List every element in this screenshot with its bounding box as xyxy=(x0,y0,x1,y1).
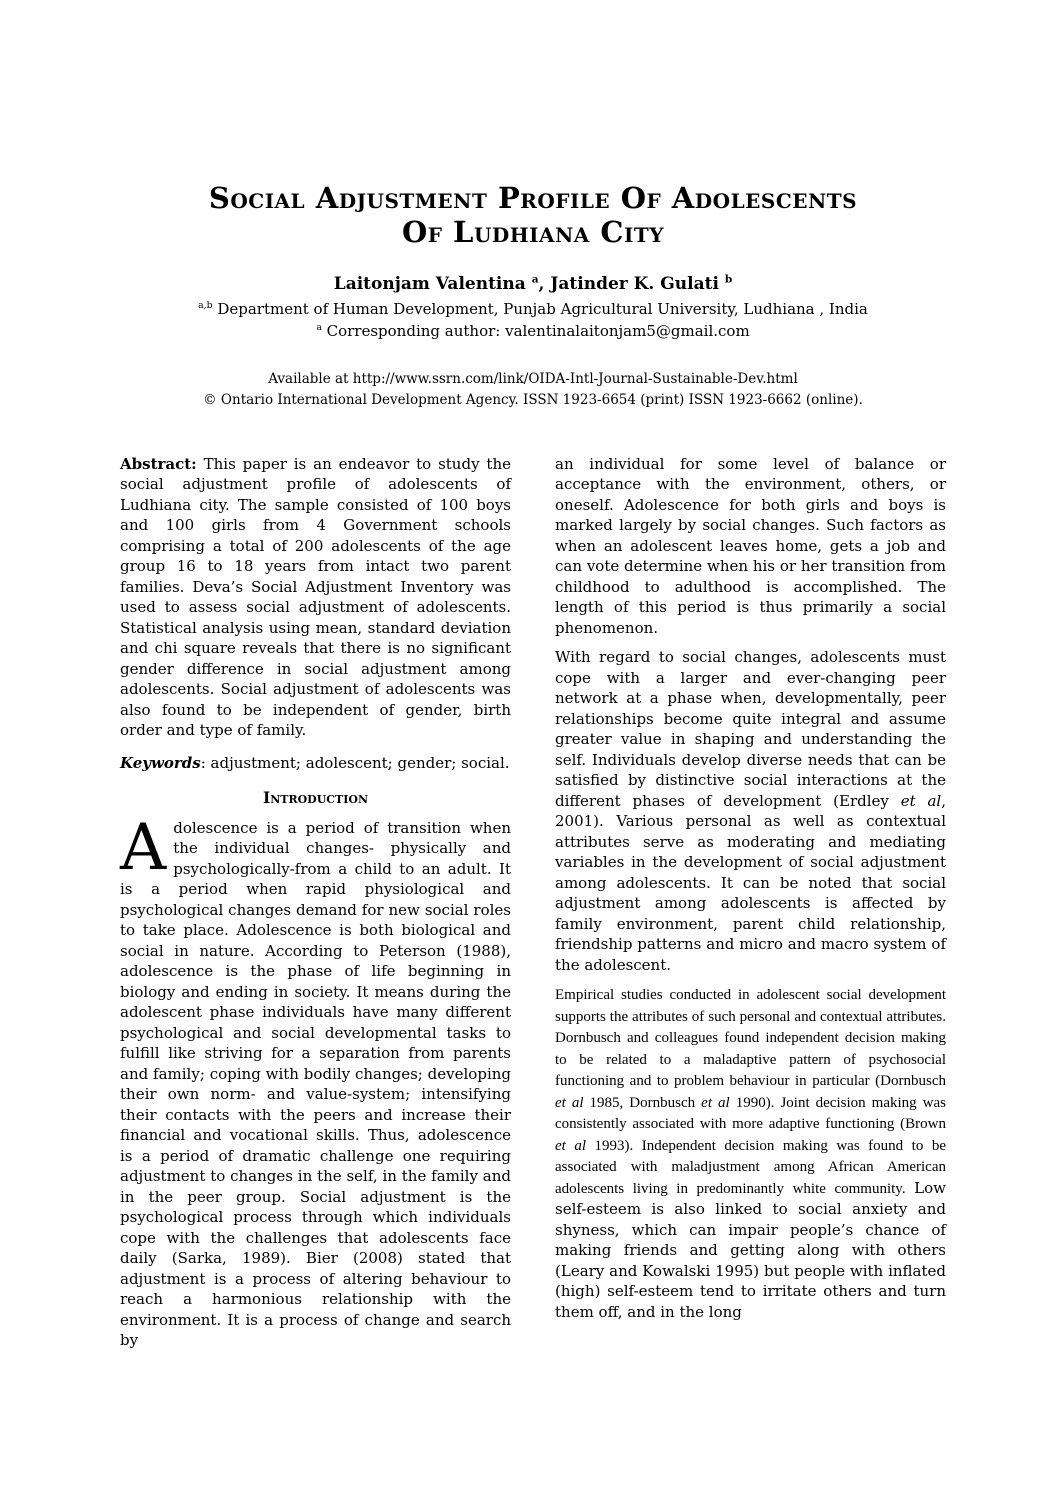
abstract-label: Abstract: xyxy=(120,454,197,473)
right-column xyxy=(555,454,946,1360)
paper-header xyxy=(120,182,946,411)
text-run: Department of Human Development, Punjab Agricultural University, Ludhiana , India xyxy=(212,299,868,318)
drop-cap: A xyxy=(120,810,167,885)
keywords-line xyxy=(120,753,511,774)
introduction-text: dolescence is a period of transition when the individual changes- physically and psychologically-from a child to an adult. It is a period when rapid physiological and psychological changes demand for new social roles to take place. Adolescence is both biological and social in nature. According to Peterson (1988), adolescence is the phase of life beginning in biology and ending in society. It means during the adolescent phase individuals have many different psychological and social developmental tasks to fulfill like striving for a separation from parents and family; coping with bodily changes; developing their own norm- and value-system; intensifying their contacts with the peers and increase their financial and vocational skills. Thus, adolescence is a period of dramatic challenge one requiring adjustment to changes in the self, in the family and in the peer group. Social adjustment is the psychological process through which individuals cope with the challenges that adolescents face daily (Sarka, 1989). Bier (2008) stated that adjustment is a process of altering behaviour to reach a harmonious relationship with the environment. It is a process of change and search by xyxy=(120,818,511,1350)
text-run: Laitonjam Valentina xyxy=(333,274,532,295)
keywords-text: : adjustment; adolescent; gender; social. xyxy=(200,753,510,772)
introduction-paragraph xyxy=(120,810,511,1351)
affiliation-line xyxy=(120,299,946,320)
text-run: , Jatinder K. Gulati xyxy=(538,274,725,295)
text-run: Empirical studies conducted in adolescent social development supports the attributes of such personal and contextual attributes. Dornbusch and colleagues found independent decision making to be related to a maladaptive pattern of psychosocial functioning and to problem behaviour in particular (Dornbusch xyxy=(555,987,946,1090)
left-column xyxy=(120,454,511,1360)
copyright-line: © Ontario International Development Agency. ISSN 1923-6654 (print) ISSN 1923-6662 (online). xyxy=(203,392,863,409)
superscript: a xyxy=(531,273,539,286)
paper-title-line-2: Of Ludhiana City xyxy=(402,214,664,249)
right-paragraph-3 xyxy=(555,984,946,1322)
text-run: , 2001). Various personal as well as contextual attributes serve as moderating and mediating variables in the development of social adjustment among adolescents. It can be noted that social adjustment among adolescents is affected by family environment, parent child relationship, friendship patterns and micro and macro system of the adolescent. xyxy=(555,791,947,974)
paper-title xyxy=(120,182,946,249)
text-run: 1985, Dornbusch xyxy=(583,1094,702,1111)
text-run: et al xyxy=(701,1094,730,1111)
content-columns xyxy=(120,454,946,1360)
corresponding-author-line xyxy=(120,321,946,342)
superscript: a,b xyxy=(198,299,213,311)
text-run: et al xyxy=(555,1137,586,1154)
text-run: et al xyxy=(900,791,942,810)
text-run: Corresponding author: valentinalaitonjam5@gmail.com xyxy=(321,322,750,341)
superscript: b xyxy=(724,273,733,286)
text-run: With regard to social changes, adolescents must cope with a larger and ever-changing peer network at a phase when, developmentally, peer relationships become quite integral and assume greater value in shaping and understanding the self. Individuals develop diverse needs that can be satisfied by distinctive social interactions at the different phases of development (Erdley xyxy=(555,648,946,810)
text-run: et al xyxy=(555,1094,584,1111)
authors-line xyxy=(120,274,946,295)
keywords-label: Keywords xyxy=(120,753,201,772)
availability-line: Available at http://www.ssrn.com/link/OIDA-Intl-Journal-Sustainable-Dev.html xyxy=(268,370,798,387)
paper-title-line-1: Social Adjustment Profile Of Adolescents xyxy=(208,181,858,215)
abstract-text: This paper is an endeavor to study the social adjustment profile of adolescents of Ludhiana city. The sample consisted of 100 boys and 100 girls from 4 Government schools comprising a total of 200 adolescents of the age group 16 to 18 years from intact two parent families. Deva’s Social Adjustment Inventory was used to assess social adjustment of adolescents. Statistical analysis using mean, standard deviation and chi square reveals that there is no significant gender difference in social adjustment among adolescents. Social adjustment of adolescents was also found to be independent of gender, birth order and type of family. xyxy=(120,454,511,740)
right-paragraph-2 xyxy=(555,647,946,975)
text-run: 1993). Independent decision making was found to be associated with maladjustment among African American adolescents living in predominantly white community. xyxy=(555,1137,946,1197)
text-run: 1990). Joint decision making was consistently associated with more adaptive functioning (Brown xyxy=(555,1094,946,1133)
superscript: a xyxy=(316,322,322,334)
introduction-heading: Introduction xyxy=(262,788,369,808)
text-run: Low self-esteem is also linked to social anxiety and shyness, which can impair people’s chance of making friends and getting along with others (Leary and Kowalski 1995) but people with inflated (high) self-esteem tend to irritate others and turn them off, and in the long xyxy=(555,1178,946,1321)
abstract-paragraph xyxy=(120,454,511,741)
right-paragraph-1: an individual for some level of balance or acceptance with the environment, others, or oneself. Adolescence for both girls and boys is marked largely by social changes. Such factors as when an adolescent leaves home, gets a job and can vote determine when his or her transition from childhood to adulthood is accomplished. The length of this period is thus primarily a social phenomenon. xyxy=(555,454,946,637)
